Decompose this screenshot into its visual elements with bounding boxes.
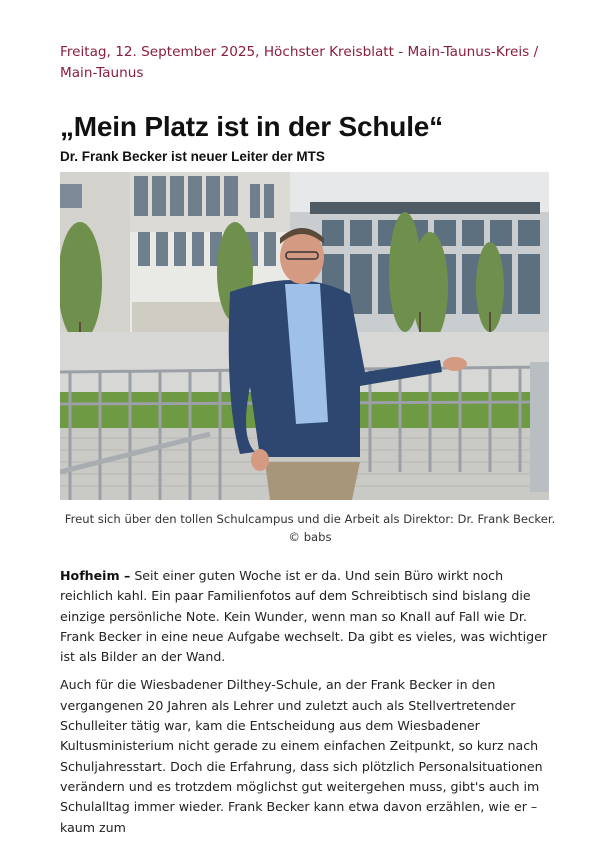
school-campus-photo-illustration: [60, 172, 549, 500]
dateline: Hofheim –: [60, 568, 131, 583]
publication-source-line: Freitag, 12. September 2025, Höchster Kreisblatt - Main-Taunus-Kreis / Main-Taunus: [60, 44, 539, 81]
article-paragraph: [60, 566, 556, 667]
photo-caption-text: Freut sich über den tollen Schulcampus und die Arbeit als Direktor: Dr. Frank Becker.: [64, 512, 556, 526]
article-headline: „Mein Platz ist in der Schule“: [60, 111, 443, 142]
article-subheadline: Dr. Frank Becker ist neuer Leiter der MTS: [60, 149, 325, 164]
article-photo: [60, 172, 549, 500]
article-body: [60, 566, 556, 846]
article-paragraph: [60, 675, 556, 837]
paragraph-text: Auch für die Wiesbadener Dilthey-Schule, an der Frank Becker in den vergangenen 20 Jahren als Lehrer und zuletzt auch als Stellvertretender Schulleiter tätig war, kam die Entscheidung aus dem Wiesbadener Kultusministerium nicht gerade zu einem einfachen Zeitpunkt, so kurz nach Schuljahresstart. Doch die Erfahrung, dass sich plötzlich Personalsituationen verändern und es trotzdem möglichst gut weitergehen muss, gibt's auch im Schulalltag immer wieder. Frank Becker kann etwa davon erzählen, wie er – kaum zum: [60, 677, 543, 835]
photo-credit: © babs: [288, 530, 332, 544]
paragraph-text: Seit einer guten Woche ist er da. Und sein Büro wirkt noch reichlich kahl. Ein paar Familienfotos auf dem Schreibtisch sind bislang die einzige persönliche Note. Kein Wunder, wenn man so Knall auf Fall wie Dr. Frank Becker in eine neue Aufgabe wechselt. Da gibt es vieles, was wichtiger ist als Bilder an der Wand.: [60, 568, 548, 665]
photo-caption: [60, 510, 560, 546]
